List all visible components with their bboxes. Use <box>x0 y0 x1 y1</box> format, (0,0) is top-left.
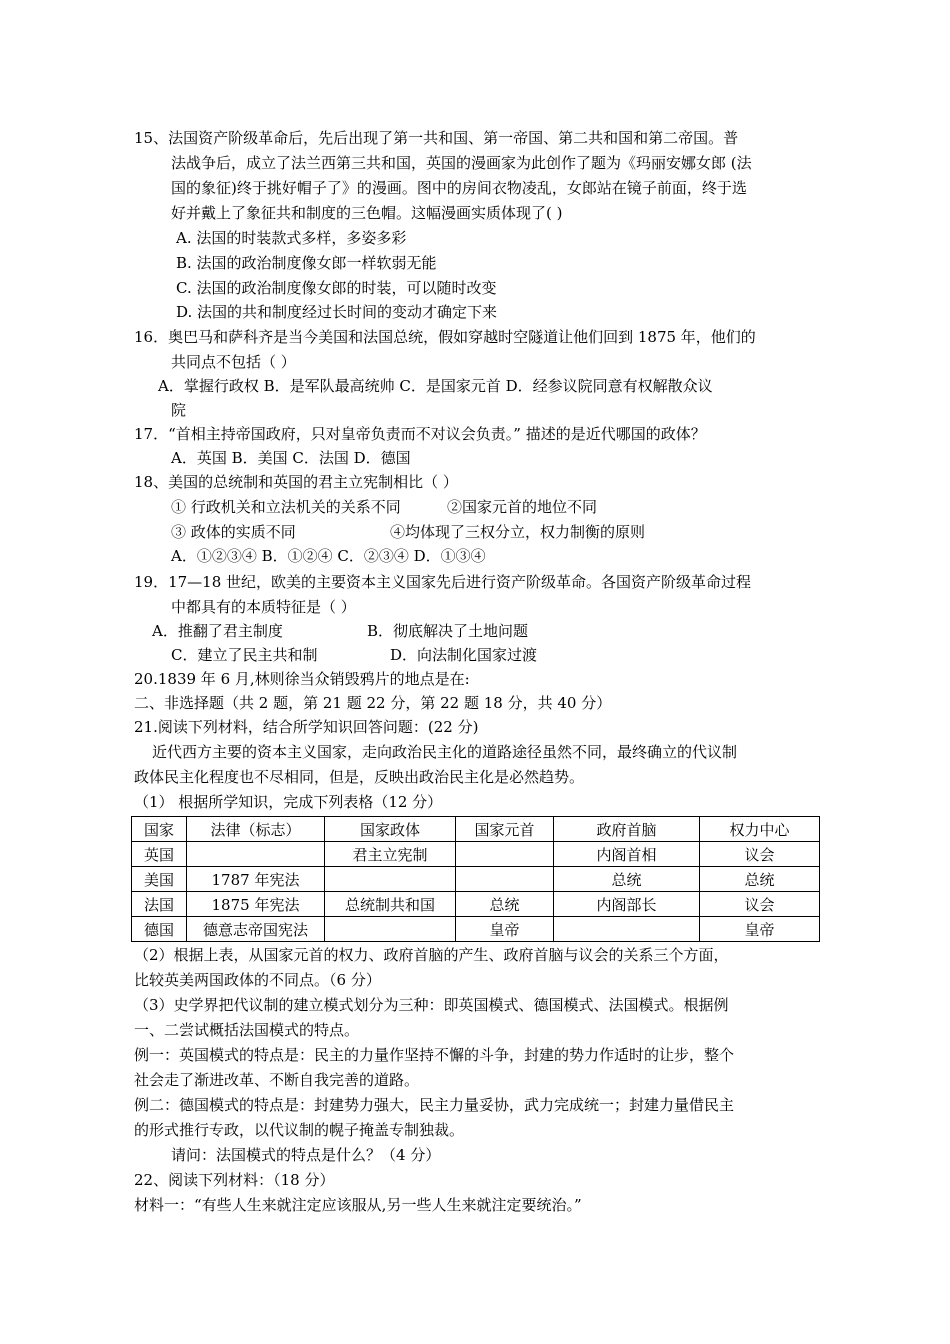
table-cell: 美国 <box>132 867 187 892</box>
table-cell: 法国 <box>132 892 187 917</box>
q17-options: A．英国 B．美国 C．法国 D．德国 <box>171 449 411 467</box>
section-heading: 二、非选择题（共 2 题，第 21 题 22 分，第 22 题 18 分，共 40 分） <box>134 694 612 712</box>
table-header-row <box>132 817 820 842</box>
table-cell <box>325 867 456 892</box>
q22-line: 22、阅读下列材料：（18 分） <box>134 1171 335 1189</box>
q19-option-c: C．建立了民主共和制 <box>171 646 318 664</box>
q18-item4: ④均体现了三权分立，权力制衡的原则 <box>390 523 646 541</box>
table-row <box>132 867 820 892</box>
q21-material-line1: 近代西方主要的资本主义国家，走向政治民主化的道路途径虽然不同，最终确立的代议制 <box>152 743 738 761</box>
table-cell: 皇帝 <box>456 917 554 942</box>
table-row <box>132 917 820 942</box>
table-row <box>132 842 820 867</box>
q20-line: 20.1839 年 6 月,林则徐当众销毁鸦片的地点是在: <box>134 670 470 688</box>
q18-line: 18、美国的总统制和英国的君主立宪制相比（ ） <box>134 473 458 491</box>
q21-part2-line1: （2）根据上表，从国家元首的权力、政府首脑的产生、政府首脑与议会的关系三个方面， <box>134 946 729 964</box>
q21-part1: （1） 根据所学知识，完成下列表格（12 分） <box>134 793 443 811</box>
table-cell: 英国 <box>132 842 187 867</box>
q22-material1: 材料一：“有些人生来就注定应该服从,另一些人生来就注定要统治。” <box>134 1196 582 1214</box>
q21-ask: 请问：法国模式的特点是什么？（4 分） <box>171 1146 441 1164</box>
q19-line2: 中都具有的本质特征是（ ） <box>171 598 356 616</box>
table-cell <box>325 917 456 942</box>
table-cell: 议会 <box>700 892 820 917</box>
q15-line1: 15、法国资产阶级革命后，先后出现了第一共和国、第一帝国、第二共和国和第二帝国。普 <box>134 129 739 147</box>
q19-option-d: D．向法制化国家过渡 <box>390 646 538 664</box>
table-cell <box>456 842 554 867</box>
table-cell: 1787 年宪法 <box>187 867 325 892</box>
q21-material-line2: 政体民主化程度也不尽相同，但是，反映出政治民主化是必然趋势。 <box>134 768 585 786</box>
table-cell: 总统制共和国 <box>325 892 456 917</box>
table-cell <box>187 842 325 867</box>
q21-part3-line5: 例二：德国模式的特点是：封建势力强大，民主力量妥协，武力完成统一；封建力量借民主 <box>134 1096 735 1114</box>
q21-part3-line2: 一、二尝试概括法国模式的特点。 <box>134 1021 360 1039</box>
table-cell: 议会 <box>700 842 820 867</box>
table-header-cell: 法律（标志） <box>187 817 325 842</box>
q16-options: A．掌握行政权 B．是军队最高统帅 C．是国家元首 D．经参议院同意有权解散众议 <box>158 377 713 395</box>
q21-line: 21.阅读下列材料，结合所学知识回答问题：(22 分) <box>134 718 479 736</box>
q15-line4: 好并戴上了象征共和制度的三色帽。这幅漫画实质体现了( ) <box>171 204 563 222</box>
q18-item3: ③ 政体的实质不同 <box>171 523 296 541</box>
comparison-table <box>131 816 820 942</box>
table-header-cell: 国家元首 <box>456 817 554 842</box>
q15-line3: 国的象征)终于挑好帽子了》的漫画。图中的房间衣物凌乱，女郎站在镜子前面，终于选 <box>171 179 747 197</box>
table-cell: 内阁首相 <box>554 842 700 867</box>
table-cell: 德意志帝国宪法 <box>187 917 325 942</box>
table-cell: 总统 <box>700 867 820 892</box>
q15-option-c: C. 法国的政治制度像女郎的时装，可以随时改变 <box>176 279 497 297</box>
q18-item1: ① 行政机关和立法机关的关系不同 <box>171 498 401 516</box>
table-header-cell: 政府首脑 <box>554 817 700 842</box>
table-header-cell: 国家 <box>132 817 187 842</box>
table-cell: 总统 <box>554 867 700 892</box>
q21-part3-line6: 的形式推行专政，以代议制的幌子掩盖专制独裁。 <box>134 1121 465 1139</box>
table-cell: 德国 <box>132 917 187 942</box>
q17-line: 17．“首相主持帝国政府，只对皇帝负责而不对议会负责。” 描述的是近代哪国的政体？ <box>134 425 706 443</box>
q19-option-a: A．推翻了君主制度 <box>152 622 283 640</box>
q18-item2: ②国家元首的地位不同 <box>447 498 598 516</box>
q19-option-b: B．彻底解决了土地问题 <box>367 622 529 640</box>
q21-part2-line2: 比较英美两国政体的不同点。（6 分） <box>134 971 381 989</box>
table-cell: 君主立宪制 <box>325 842 456 867</box>
q21-part3-line4: 社会走了渐进改革、不断自我完善的道路。 <box>134 1071 420 1089</box>
table-header-cell: 权力中心 <box>700 817 820 842</box>
q16-options-wrap: 院 <box>171 401 187 419</box>
q19-line1: 19．17—18 世纪，欧美的主要资本主义国家先后进行资产阶级革命。各国资产阶级革命过程 <box>134 573 752 591</box>
table-cell: 总统 <box>456 892 554 917</box>
q21-part3-line1: （3）史学界把代议制的建立模式划分为三种：即英国模式、德国模式、法国模式。根据例 <box>134 996 729 1014</box>
q16-line2: 共同点不包括（ ） <box>171 353 296 371</box>
table-row <box>132 892 820 917</box>
table-cell <box>554 917 700 942</box>
q15-option-a: A. 法国的时装款式多样，多姿多彩 <box>176 229 407 247</box>
table-cell: 内阁部长 <box>554 892 700 917</box>
q15-option-d: D. 法国的共和制度经过长时间的变动才确定下来 <box>176 303 498 321</box>
q18-options: A．①②③④ B．①②④ C．②③④ D．①③④ <box>171 547 486 565</box>
table-cell: 皇帝 <box>700 917 820 942</box>
q15-line2: 法战争后，成立了法兰西第三共和国，英国的漫画家为此创作了题为《玛丽安娜女郎 (法 <box>171 154 752 172</box>
q16-line1: 16．奥巴马和萨科齐是当今美国和法国总统，假如穿越时空隧道让他们回到 1875 年，他们的 <box>134 328 756 346</box>
q15-option-b: B. 法国的政治制度像女郎一样软弱无能 <box>176 254 437 272</box>
q21-part3-line3: 例一：英国模式的特点是：民主的力量作坚持不懈的斗争，封建的势力作适时的让步，整个 <box>134 1046 735 1064</box>
table-cell: 1875 年宪法 <box>187 892 325 917</box>
table-header-cell: 国家政体 <box>325 817 456 842</box>
table-cell <box>456 867 554 892</box>
